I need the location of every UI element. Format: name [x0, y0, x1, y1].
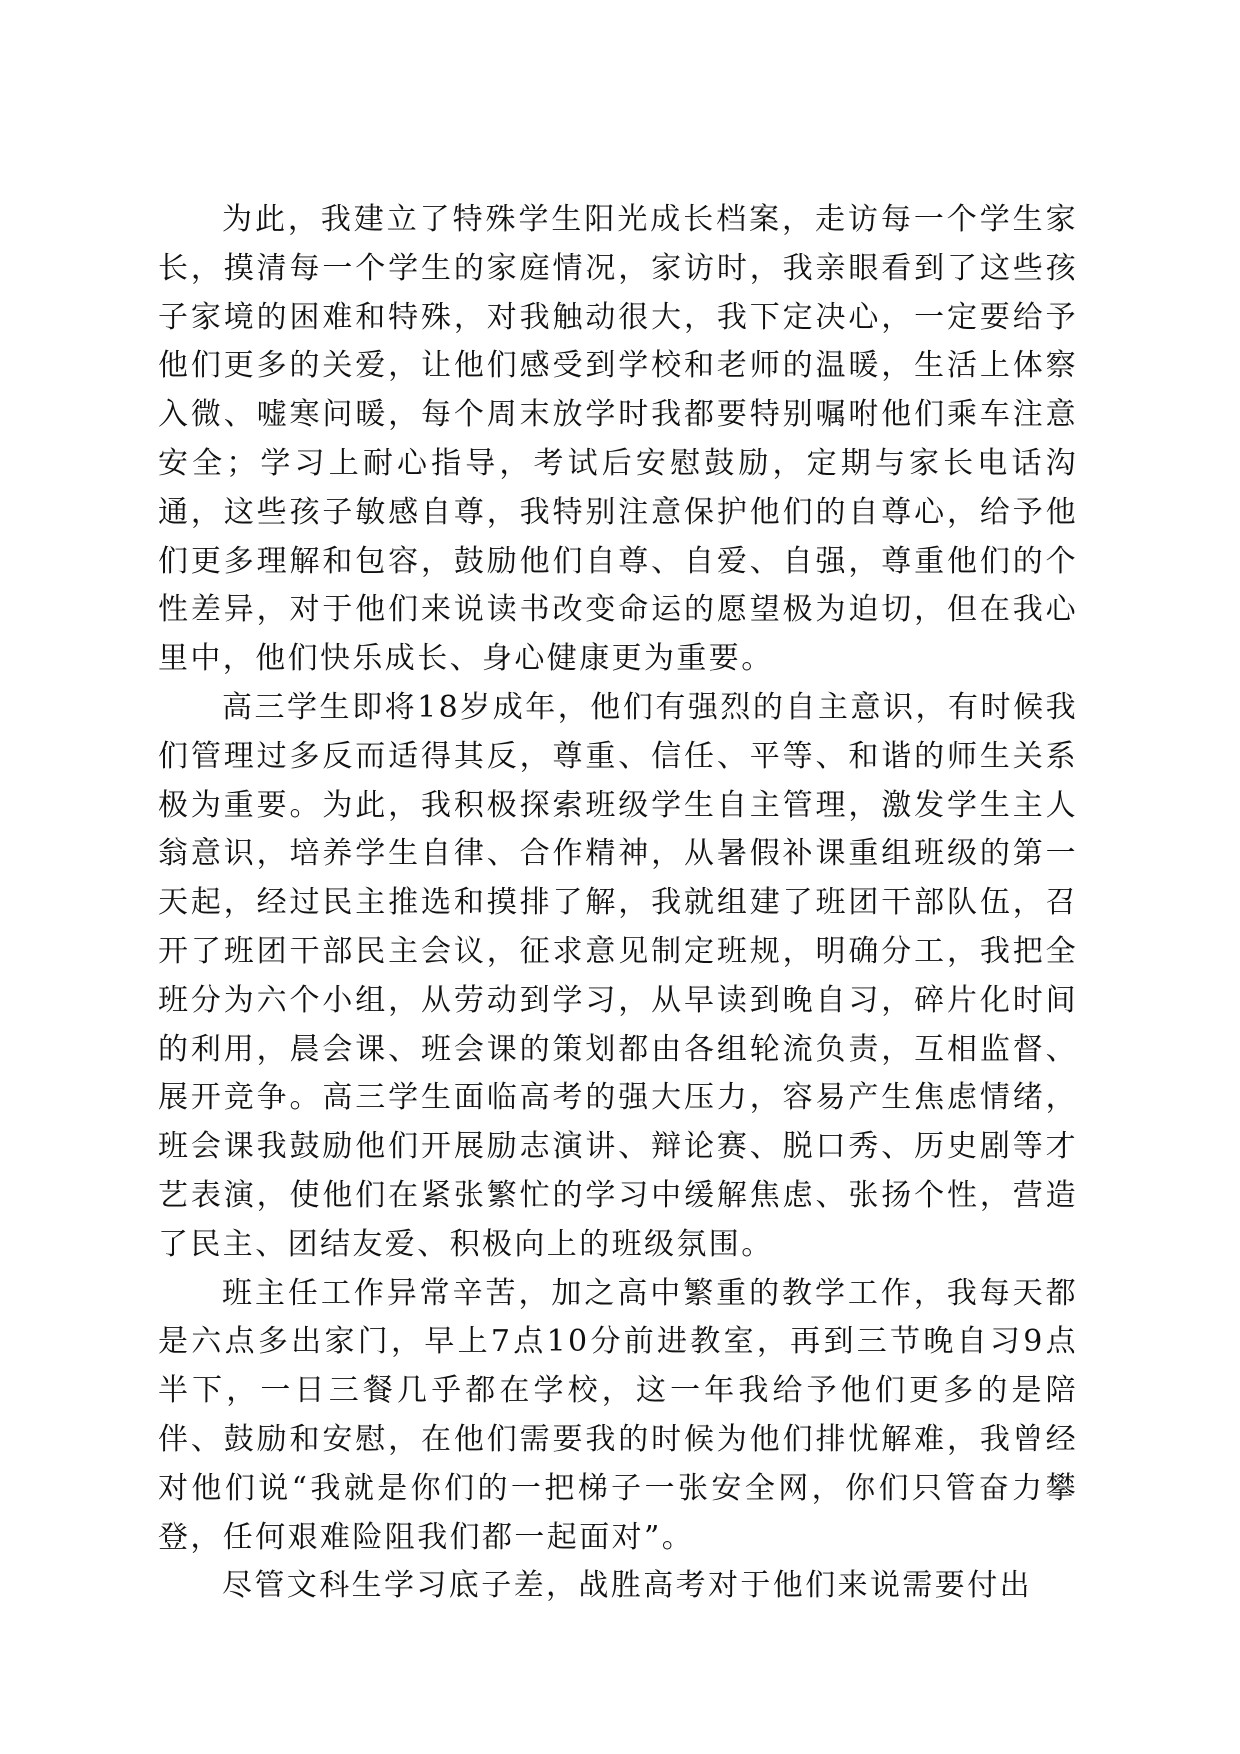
paragraph-daily-work: 班主任工作异常辛苦，加之高中繁重的教学工作，我每天都是六点多出家门，早上7点10分前进教室，再到三节晚自习9点半下，一日三餐几乎都在学校，这一年我给予他们更多的是陪伴、鼓励和安慰，在他们需要我的时候为他们排忧解难，我曾经对他们说“我就是你们的一把梯子一张安全网，你们只管奋力攀登，任何艰难险阻我们都一起面对”。: [158, 1275, 1078, 1555]
document-body: [158, 196, 1078, 1611]
paragraph-exam-effort: 尽管文科生学习底子差，战胜高考对于他们来说需要付出: [222, 1568, 1032, 1604]
paragraph-student-archives: 为此，我建立了特殊学生阳光成长档案，走访每一个学生家长，摸清每一个学生的家庭情况，家访时，我亲眼看到了这些孩子家境的困难和特殊，对我触动很大，我下定决心，一定要给予他们更多的关爱，让他们感受到学校和老师的温暖，生活上体察入微、嘘寒问暖，每个周末放学时我都要特别嘱咐他们乘车注意安全；学习上耐心指导，考试后安慰鼓励，定期与家长电话沟通，这些孩子敏感自尊，我特别注意保护他们的自尊心，给予他们更多理解和包容，鼓励他们自尊、自爱、自强，尊重他们的个性差异，对于他们来说读书改变命运的愿望极为迫切，但在我心里中，他们快乐成长、身心健康更为重要。: [158, 202, 1078, 677]
paragraph-self-management: 高三学生即将18岁成年，他们有强烈的自主意识，有时候我们管理过多反而适得其反，尊重、信任、平等、和谐的师生关系极为重要。为此，我积极探索班级学生自主管理，激发学生主人翁意识，培养学生自律、合作精神，从暑假补课重组班级的第一天起，经过民主推选和摸排了解，我就组建了班团干部队伍，召开了班团干部民主会议，征求意见制定班规，明确分工，我把全班分为六个小组，从劳动到学习，从早读到晚自习，碎片化时间的利用，晨会课、班会课的策划都由各组轮流负责，互相监督、展开竞争。高三学生面临高考的强大压力，容易产生焦虑情绪，班会课我鼓励他们开展励志演讲、辩论赛、脱口秀、历史剧等才艺表演，使他们在紧张繁忙的学习中缓解焦虑、张扬个性，营造了民主、团结友爱、积极向上的班级氛围。: [158, 689, 1078, 1262]
